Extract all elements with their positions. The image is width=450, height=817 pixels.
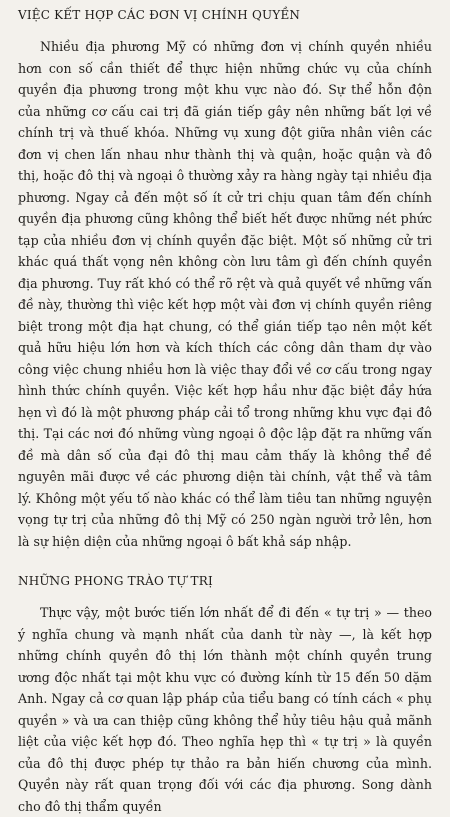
section-heading-home-rule: NHỮNG PHONG TRÀO TỰ TRỊ bbox=[18, 574, 213, 588]
section-heading-merging-units: VIỆC KẾT HỢP CÁC ĐƠN VỊ CHÍNH QUYỀN bbox=[18, 8, 301, 22]
body-paragraph-merging-units: Nhiều địa phương Mỹ có những đơn vị chính quyền nhiều hơn con số cần thiết để thực hiện những chức vụ của chính quyền địa phương trong một khu vực nào đó. Sự thể hỗn độn của những cơ cấu cai trị đã gián tiếp gây nên những bất lợi về chính trị và thuế khóa. Những vụ xung đột giữa nhân viên các đơn vị chen lấn nhau như thành thị và quận, hoặc quận và đô thị, hoặc đô thị và ngoại ô thường xảy ra hàng ngày tại nhiều địa phương. Ngay cả đến một số ít cử tri chịu quan tâm đến chính quyền địa phương cũng không thể biết hết được những nét phức tạp của nhiều đơn vị chính quyền đặc biệt. Một số những cử tri khác quá thất vọng nên không còn lưu tâm gì đến chính quyền địa phương. Tuy rất khó có thể rõ rệt và quả quyết về những vấn đề này, thường thì việc kết hợp một vài đơn vị chính quyền riêng biệt trong một địa hạt chung, có thể gián tiếp tạo nên một kết quả hữu hiệu lớn hơn và kích thích các công dân tham dự vào công việc chung nhiều hơn là việc thay đổi về cơ cấu trong ngay hình thức chính quyền. Việc kết hợp hầu như đặc biệt đầy hứa hẹn vì đó là một phương pháp cải tổ trong những khu vực đại đô thị. Tại các nơi đó những vùng ngoại ô độc lập đặt ra những vấn đề mà dân số của đại đô thị mau cảm thấy là không thể đề nguyên mãi được về các phương diện tài chính, vật thể và tâm lý. Không một yếu tố nào khác có thể làm tiêu tan những nguyện vọng tự trị của những đô thị Mỹ có 250 ngàn người trở lên, hơn là sự hiện diện của những ngoại ô bất khả sáp nhập. bbox=[18, 39, 432, 549]
body-paragraph-home-rule: Thực vậy, một bước tiến lớn nhất để đi đến « tự trị » — theo ý nghĩa chung và mạnh nhất của danh từ này —, là kết hợp những chính quyền đô thị lớn thành một chính quyền trung ương độc nhất tại một khu vực có đường kính từ 15 đến 50 dặm Anh. Ngay cả cơ quan lập pháp của tiểu bang có tính cách « phụ quyền » và ưa can thiệp cũng không thể hủy tiêu hậu quả mãnh liệt của việc kết hợp đó. Theo nghĩa hẹp thì « tự trị » là quyền của đô thị được phép tự thảo ra bản hiến chương của mình. Quyền này rất quan trọng đối với các địa phương. Song dành cho đô thị thẩm quyền bbox=[18, 605, 432, 814]
